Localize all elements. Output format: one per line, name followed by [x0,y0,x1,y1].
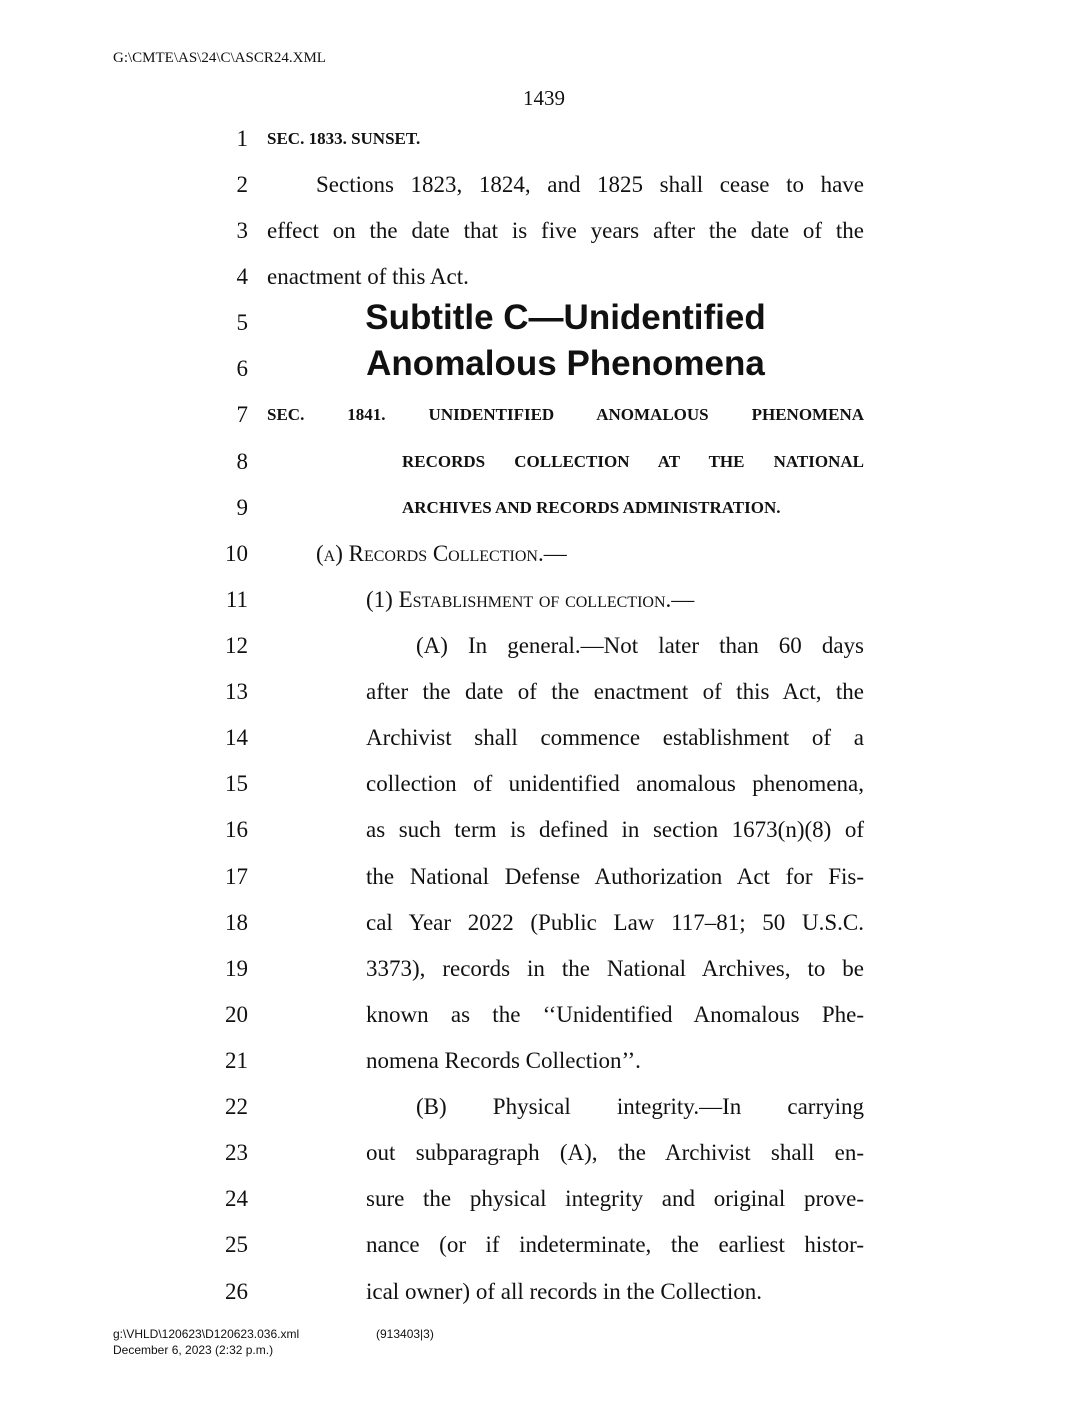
line-number: 12 [225,633,248,658]
line-number: 3 [236,218,248,243]
line-number: 20 [225,1002,248,1027]
text-line: out subparagraph (A), the Archivist shall en- [366,1140,864,1165]
text-line: nance (or if indeterminate, the earliest histor- [366,1232,864,1257]
text-line: ical owner) of all records in the Collection. [366,1279,762,1304]
text-line: sure the physical integrity and original prove- [366,1186,864,1211]
section-heading-1833: SEC. 1833. SUNSET. [267,129,421,148]
subtitle-heading-line-1: Subtitle C—Unidentified [365,298,766,337]
section-heading-1841-cont: ARCHIVES AND RECORDS ADMINISTRATION. [402,498,781,517]
header-file-path: G:\CMTE\AS\24\C\ASCR24.XML [113,50,326,66]
text-line: nomena Records Collection’’. [366,1048,641,1073]
line-number: 15 [225,771,248,796]
line-number: 25 [225,1232,248,1257]
footer-date: December 6, 2023 (2:32 p.m.) [113,1343,274,1357]
line-number: 21 [225,1048,248,1073]
page-number: 1439 [523,86,565,110]
line-number: 16 [225,817,248,842]
line-number: 17 [225,864,248,889]
line-number: 4 [236,264,248,289]
text-line: as such term is defined in section 1673(n)(8) of [366,817,864,842]
line-number: 13 [225,679,248,704]
text-line: collection of unidentified anomalous phenomena, [366,771,864,796]
line-number: 8 [236,449,248,474]
line-number: 22 [225,1094,248,1119]
text-line: enactment of this Act. [267,264,469,289]
line-number: 7 [236,402,248,427]
subtitle-heading-line-2: Anomalous Phenomena [366,344,765,383]
section-heading-1841-cont: RECORDS COLLECTION AT THE NATIONAL [402,452,864,471]
text-line: effect on the date that is five years after the date of the [267,218,864,243]
line-number: 1 [236,126,248,151]
text-line: cal Year 2022 (Public Law 117–81; 50 U.S.C. [366,910,864,935]
text-line: Sections 1823, 1824, and 1825 shall cease to have [316,172,864,197]
line-number: 24 [225,1186,248,1211]
section-heading-1841: SEC. 1841. UNIDENTIFIED ANOMALOUS PHENOMENA [267,405,864,424]
text-line: known as the ‘‘Unidentified Anomalous Phe- [366,1002,864,1027]
line-number: 11 [225,587,248,612]
text-line: after the date of the enactment of this Act, the [366,679,864,704]
line-number: 23 [225,1140,248,1165]
footer-code: (913403|3) [376,1327,434,1341]
footer-file: g:\VHLD\120623\D120623.036.xml [113,1327,300,1341]
line-number: 2 [236,172,248,197]
line-number: 9 [236,495,248,520]
text-line: 3373), records in the National Archives, to be [366,956,864,981]
line-number: 18 [225,910,248,935]
line-number: 6 [236,356,248,381]
subparagraph-a-line: (A) In general.—Not later than 60 days [416,633,864,658]
line-number: 10 [225,541,248,566]
subsection-heading-a: (a) Records Collection.— [316,541,567,566]
line-number: 5 [236,310,248,335]
paragraph-heading-1: (1) Establishment of collection.— [366,587,695,612]
line-number: 26 [225,1279,248,1304]
text-line: Archivist shall commence establishment of a [366,725,864,750]
line-number: 19 [225,956,248,981]
subparagraph-b-line: (B) Physical integrity.—In carrying [416,1094,864,1119]
line-number: 14 [225,725,248,750]
text-line: the National Defense Authorization Act for Fis- [366,864,864,889]
